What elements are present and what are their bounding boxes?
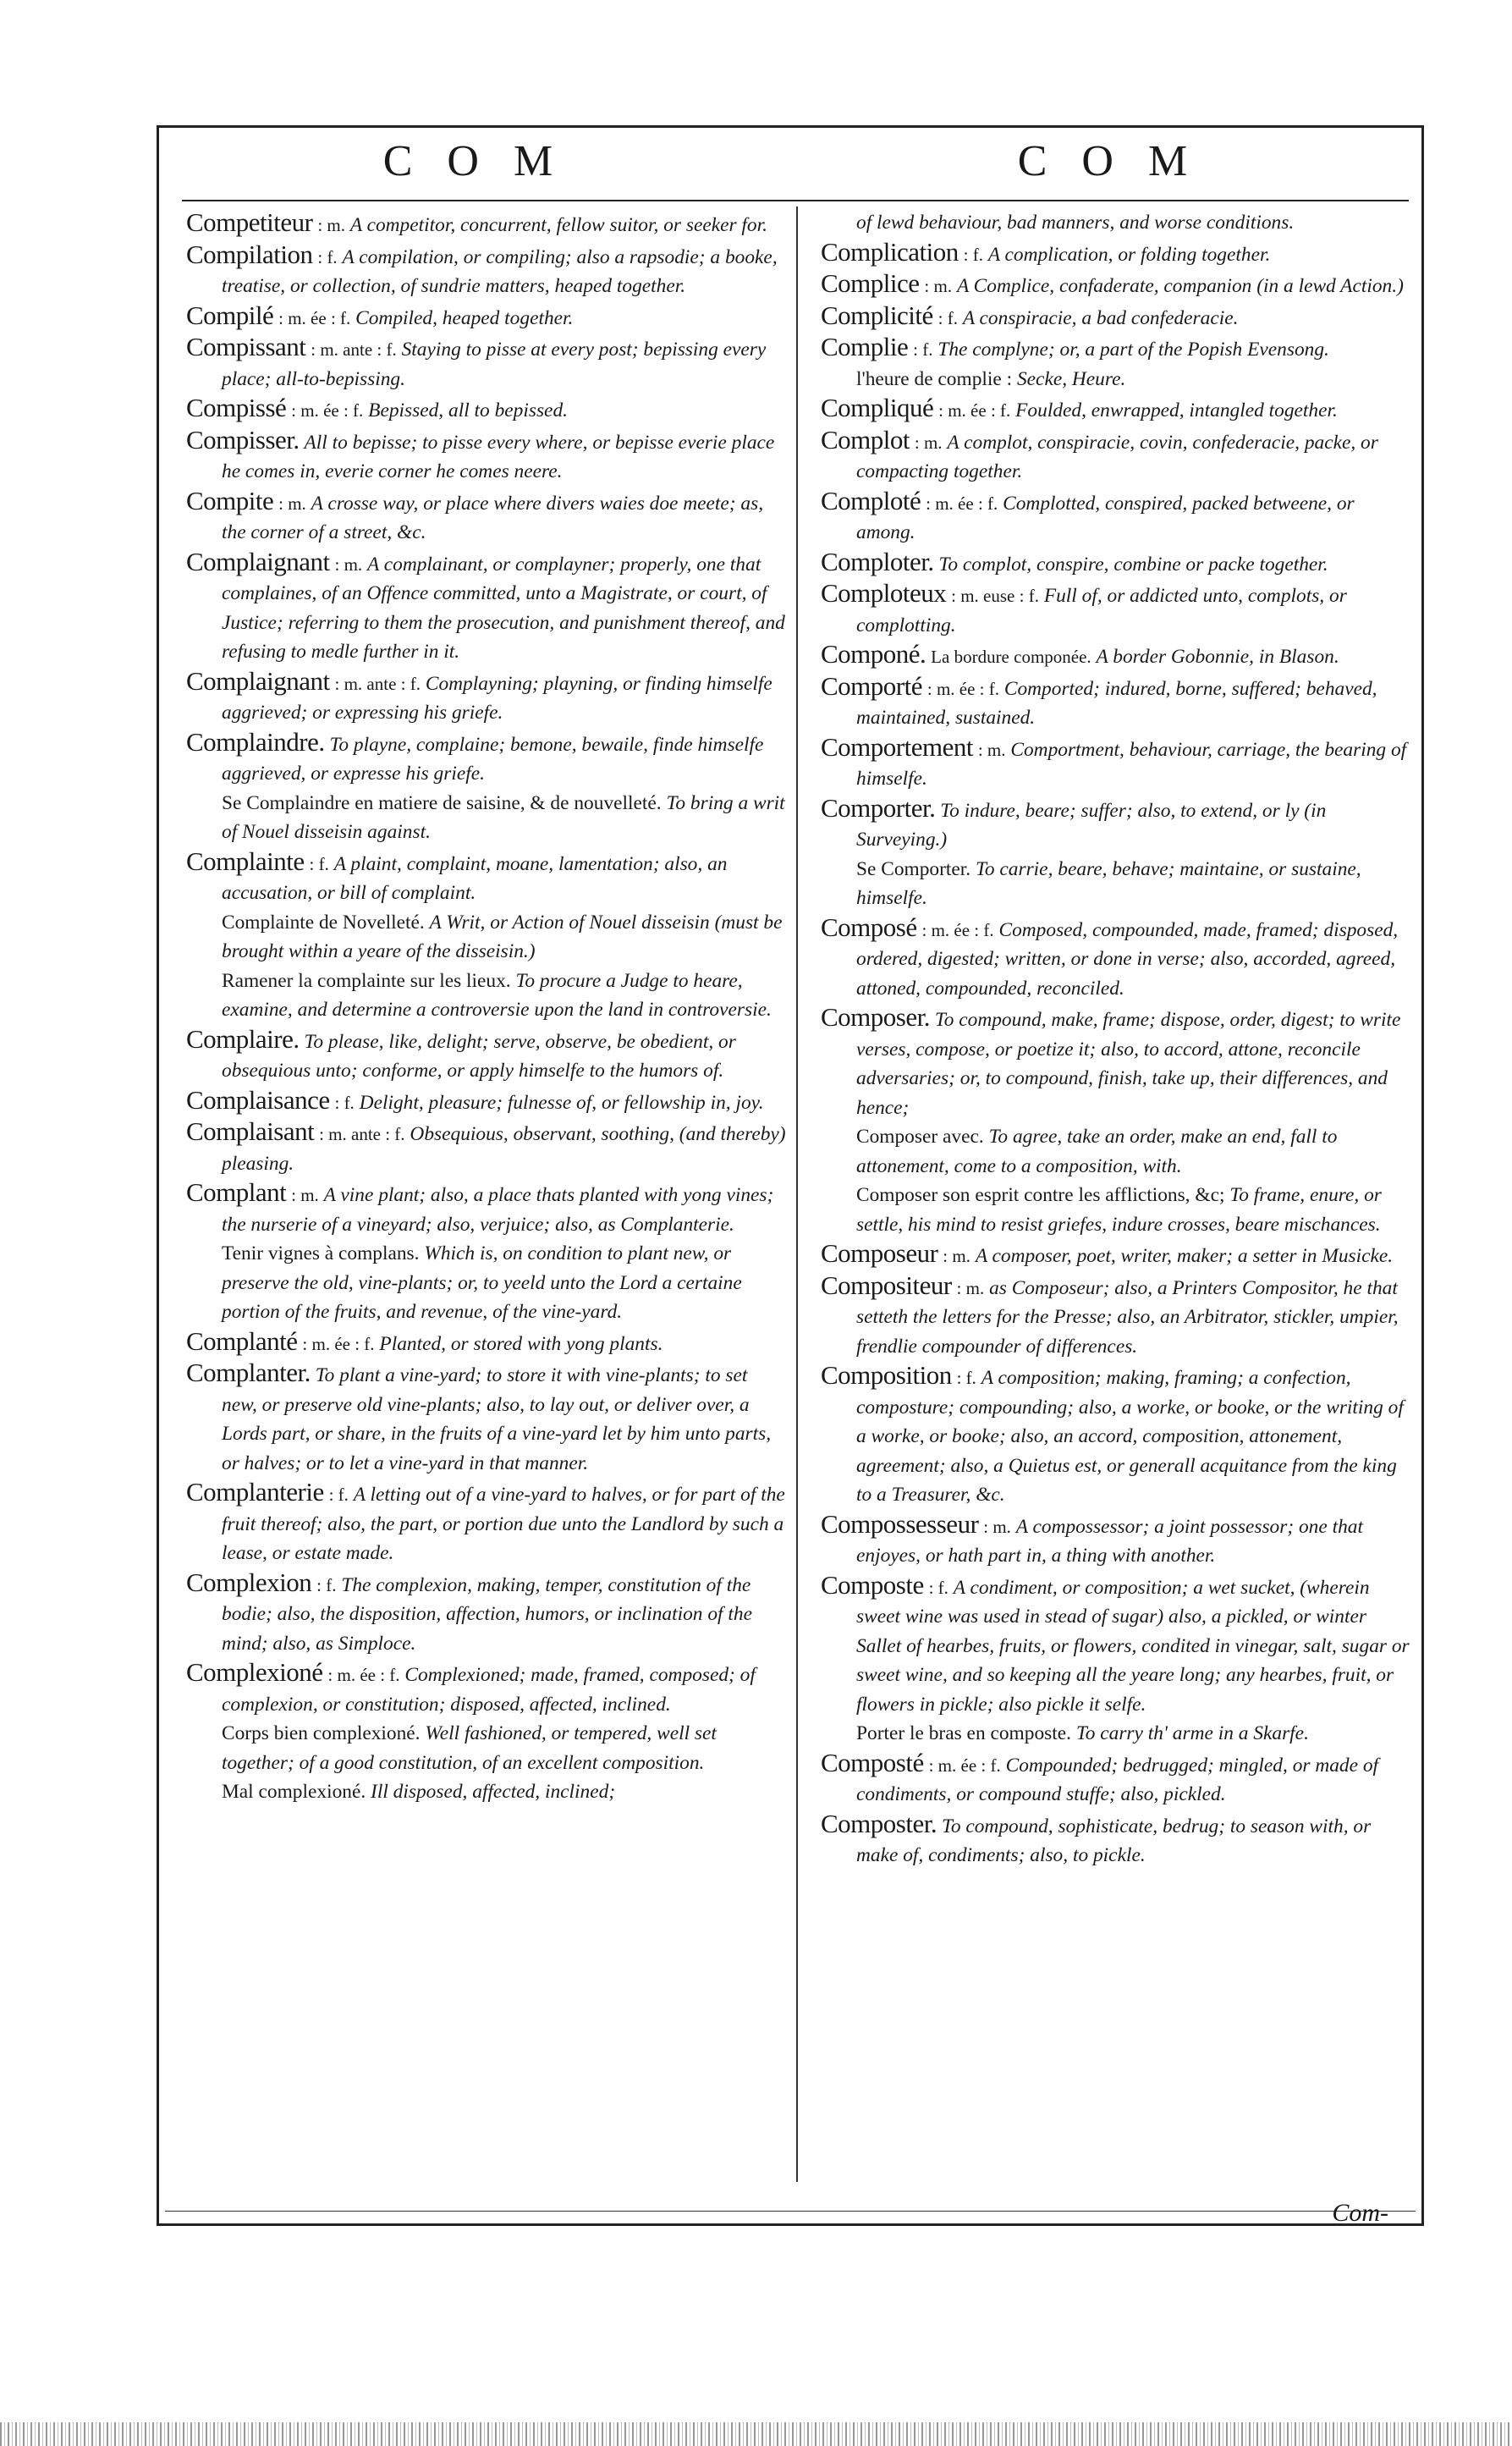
entry-grammar: : f. — [963, 244, 983, 265]
dictionary-entry — [821, 1810, 1415, 1870]
dictionary-entry — [821, 333, 1415, 365]
dictionary-entry — [186, 1178, 787, 1239]
entry-grammar: : f. — [956, 1368, 976, 1388]
entry-headword: Complice — [821, 268, 920, 298]
dictionary-entry — [186, 426, 787, 487]
entry-grammar: : m. — [334, 554, 363, 575]
entry-headword: Compite — [186, 485, 274, 515]
entry-definition: Complexioned; made, framed, composed; of complexion, or constitution; disposed, affected, inclined. — [222, 1664, 756, 1716]
entry-headword: Complicité — [821, 300, 933, 330]
entry-grammar: : m. — [983, 1516, 1011, 1537]
entry-headword: Complie — [821, 332, 909, 361]
entry-definition: A complication, or folding together. — [987, 243, 1271, 266]
entry-definition: To complot, conspire, combine or packe together. — [938, 553, 1328, 576]
entry-grammar: : f. — [317, 246, 338, 267]
sub-entry — [821, 1181, 1415, 1239]
dictionary-entry — [821, 1749, 1415, 1810]
dictionary-entry — [186, 728, 787, 789]
sub-entry — [186, 1719, 787, 1777]
entry-grammar: : m. — [943, 1246, 970, 1266]
entry-grammar: : m. ante : f. — [319, 1124, 405, 1144]
entry-headword: Composeur — [821, 1238, 938, 1268]
entry-definition: Which is, on condition to plant new, or preserve the old, vine-plants; or, to yeeld unto the Lord a certaine portion of the fruits, and revenue, of the vine-yard. — [222, 1242, 742, 1323]
entry-definition: Comportment, behaviour, carriage, the bearing of himselfe. — [856, 738, 1407, 790]
sub-entry-phrase: Composer avec. — [856, 1126, 984, 1148]
entry-definition: To bring a writ of Nouel disseisin against. — [222, 791, 785, 843]
entry-definition: Complayning; playning, or finding himselfe aggrieved; or expressing his griefe. — [222, 672, 772, 724]
entry-definition: All to bepisse; to pisse every where, or bepisse everie place he comes in, everie corner he comes neere. — [222, 431, 775, 482]
entry-headword: Complaignant — [186, 665, 330, 696]
dictionary-entry — [186, 847, 787, 908]
entry-definition: Foulded, enwrapped, intangled together. — [1015, 399, 1338, 421]
sub-entry-phrase: Se Complaindre en matiere de saisine, & de nouvelleté. — [222, 791, 662, 814]
dictionary-entry — [186, 1478, 787, 1568]
entry-grammar: : m. — [914, 432, 943, 453]
entry-grammar: : m. — [291, 1185, 319, 1205]
dictionary-entry — [186, 487, 787, 548]
sub-entry-phrase: Porter le bras en composte. — [856, 1722, 1071, 1744]
entry-definition: Planted, or stored with yong plants. — [379, 1332, 663, 1355]
dictionary-entry — [821, 1239, 1415, 1271]
entry-grammar: : m. ée : f. — [302, 1333, 375, 1354]
entry-headword: Comporter. — [821, 792, 936, 823]
entry-grammar: : m. — [317, 215, 346, 235]
dictionary-entry — [821, 1271, 1415, 1362]
entry-grammar: : m. ée : f. — [926, 678, 999, 699]
entry-headword: Comploté — [821, 485, 921, 515]
entry-grammar: : f. — [334, 1092, 355, 1113]
entry-definition: A complainant, or complayner; properly, one that complaines, of an Offence committed, unto a Magistrate, or court, of Justice; referring to them the prosecution, and punishment thereof, and refusing to medle further in it. — [222, 553, 785, 663]
entry-grammar: : m. ée : f. — [291, 400, 364, 421]
entry-grammar: : m. — [956, 1277, 985, 1298]
entry-definition: Compounded; bedrugged; mingled, or made of condiments, or compound stuffe; also, pickled. — [856, 1754, 1379, 1805]
dictionary-entry — [821, 548, 1415, 580]
entry-definition: Staying to pisse at every post; bepissing every place; all-to-bepissing. — [222, 339, 767, 390]
entry-grammar: : m. — [278, 493, 306, 514]
entry-headword: Complexion — [186, 1567, 312, 1597]
entry-definition: A vine plant; also, a place thats planted with yong vines; the nurserie of a vineyard; also, verjuice; also, as Complanterie. — [222, 1184, 774, 1236]
entry-definition: A crosse way, or place where divers waies doe meete; as, the corner of a street, &c. — [222, 492, 764, 543]
entry-headword: Compissant — [186, 332, 306, 361]
sub-entry-phrase: Corps bien complexioné. — [222, 1722, 421, 1744]
entry-grammar: : f. — [928, 1577, 948, 1598]
entry-definition: A border Gobonnie, in Blason. — [1096, 646, 1339, 668]
right-column — [821, 208, 1415, 1870]
entry-definition: A Complice, confaderate, companion (in a lewd Action.) — [956, 275, 1404, 297]
entry-definition: The complexion, making, temper, constitution of the bodie; also, the disposition, affection, humors, or inclination of the mind; also, as Simploce. — [222, 1573, 752, 1655]
dictionary-entry — [821, 394, 1415, 426]
entry-headword: Compilé — [186, 300, 274, 330]
dictionary-entry — [821, 1003, 1415, 1122]
entry-headword: Compositeur — [821, 1270, 952, 1300]
sub-entry-phrase: Composer son esprit contre les afflictions, &c; — [856, 1184, 1225, 1206]
entry-headword: Complaignant — [186, 546, 330, 576]
entry-definition: Full of, or addicted unto, complots, or complotting. — [856, 585, 1347, 636]
entry-definition: A composer, poet, writer, maker; a setter in Musicke. — [975, 1245, 1394, 1267]
entry-headword: Complaisance — [186, 1084, 330, 1115]
entry-grammar: : m. ée : f. — [327, 1665, 400, 1685]
entry-definition: To compound, make, frame; dispose, order, digest; to write verses, compose, or poetize it; also, to accord, attone, reconcile adversaries; or, to compound, finish, take up, their differences, and hence; — [856, 1009, 1401, 1119]
entry-definition: A condiment, or composition; a wet sucket, (wherein sweet wine was used in stead of sugar) also, a pickled, or winter Sallet of hearbes, fruits, or flowers, condited in vinegar, salt, sugar or sweet wine, and so keeping all the yeare long; any hearbes, fruit, or flowers in pickle; also pickle it selfe. — [856, 1576, 1410, 1716]
entry-headword: Compossesseur — [821, 1508, 979, 1539]
entry-headword: Complot — [821, 424, 910, 454]
entry-definition: To playne, complaine; bemone, bewaile, finde himselfe aggrieved, or expresse his griefe. — [222, 733, 764, 785]
header-rule — [182, 200, 1409, 201]
dictionary-entry — [821, 301, 1415, 333]
sub-entry-phrase: Se Comporter. — [856, 857, 971, 880]
entry-headword: Composter. — [821, 1808, 937, 1838]
entry-grammar: : m. ante : f. — [334, 673, 421, 694]
entry-definition: Secke, Heure. — [1016, 367, 1126, 390]
entry-headword: Comportement — [821, 731, 973, 762]
dictionary-entry — [186, 1025, 787, 1086]
running-head-right: C O M — [1017, 137, 1200, 185]
entry-headword: Complant — [186, 1177, 287, 1207]
entry-definition: Well fashioned, or tempered, well set together; of a good constitution, of an excellent composition. — [222, 1722, 717, 1774]
entry-grammar: : f. — [328, 1485, 349, 1505]
sub-entry — [186, 908, 787, 967]
entry-headword: Composé — [821, 912, 917, 942]
dictionary-entry — [821, 238, 1415, 270]
entry-headword: Composer. — [821, 1002, 930, 1032]
entry-definition: To compound, sophisticate, bedrug; to season with, or make of, condiments; also, to pickle. — [856, 1815, 1372, 1866]
running-head-left: C O M — [382, 137, 565, 185]
dictionary-entry — [821, 487, 1415, 548]
entry-headword: Complanterie — [186, 1477, 324, 1507]
sub-entry-phrase: Complainte de Novelleté. — [222, 911, 425, 934]
entry-headword: Complainte — [186, 846, 305, 876]
entry-definition: To procure a Judge to heare, examine, and determine a controversie upon the land in controversie. — [222, 969, 772, 1021]
entry-grammar: : f. — [913, 339, 933, 360]
sub-entry — [821, 855, 1415, 913]
entry-headword: Comploteux — [821, 578, 947, 608]
dictionary-entry — [821, 913, 1415, 1004]
entry-grammar: La bordure componée. — [931, 647, 1091, 667]
entry-grammar: : f. — [309, 853, 329, 874]
entry-definition: Ill disposed, affected, inclined; — [371, 1781, 616, 1803]
entry-headword: Componé. — [821, 639, 926, 669]
entry-headword: Complexioné — [186, 1657, 323, 1687]
dictionary-entry — [186, 667, 787, 728]
entry-grammar: : m. ée : f. — [938, 400, 1011, 421]
entry-definition: A letting out of a vine-yard to halves, or for part of the fruit thereof; also, the part, or portion due unto the Landlord by such a lease, or estate made. — [222, 1484, 785, 1564]
entry-headword: Comporté — [821, 670, 922, 701]
sub-entry — [821, 1122, 1415, 1181]
sub-entry — [821, 1719, 1415, 1749]
entry-headword: Complanter. — [186, 1358, 311, 1387]
entry-definition: To carry th' arme in a Skarfe. — [1075, 1722, 1309, 1744]
entry-grammar: : m. ée : f. — [926, 493, 998, 514]
dictionary-entry — [186, 333, 787, 394]
entry-headword: Complaisant — [186, 1116, 315, 1146]
entry-definition: A competitor, concurrent, fellow suitor, or seeker for. — [349, 214, 767, 236]
entry-grammar: : m. ée : f. — [921, 919, 994, 940]
dictionary-entry — [821, 640, 1415, 672]
sub-entry-phrase: Tenir vignes à complans. — [222, 1242, 420, 1264]
dictionary-entry — [186, 1658, 787, 1719]
entry-definition: Composed, compounded, made, framed; disposed, ordered, digested; written, or done in verse; also, accorded, agreed, attoned, compounded, reconciled. — [856, 918, 1399, 1000]
entry-headword: Complanté — [186, 1325, 298, 1356]
entry-headword: Complaire. — [186, 1023, 300, 1054]
entry-headword: Comploter. — [821, 546, 934, 576]
entry-definition: A complot, conspiracie, covin, confederacie, packe, or compacting together. — [856, 431, 1378, 482]
entry-grammar: : m. ante : f. — [311, 339, 397, 360]
entry-definition: Bepissed, all to bepissed. — [368, 399, 568, 421]
entry-definition: To plant a vine-yard; to store it with vine-plants; to set new, or preserve old vine-plants; also, to lay out, or deliver over, a Lords part, or share, in the fruits of a vine-yard let by him unto parts, or halves; or to let a vine-yard in that manner. — [222, 1364, 772, 1474]
entry-headword: Compilation — [186, 239, 313, 269]
dictionary-entry — [186, 1358, 787, 1478]
entry-grammar: : m. euse : f. — [951, 586, 1039, 606]
entry-headword: Compissé — [186, 393, 287, 422]
sub-entry-phrase: Mal complexioné. — [222, 1781, 366, 1803]
sub-entry — [821, 365, 1415, 394]
dictionary-entry — [821, 269, 1415, 301]
sub-entry-phrase: Ramener la complainte sur les lieux. — [222, 969, 511, 992]
entry-grammar: : f. — [937, 307, 958, 328]
entry-definition: Compiled, heaped together. — [355, 306, 574, 329]
entry-headword: Compliqué — [821, 393, 934, 422]
entry-headword: Complication — [821, 236, 959, 267]
dictionary-entry — [186, 208, 787, 240]
entry-definition: The complyne; or, a part of the Popish Evensong. — [937, 339, 1329, 361]
entry-definition: Obsequious, observant, soothing, (and thereby) pleasing. — [222, 1123, 786, 1175]
entry-definition: A plaint, complaint, moane, lamentation; also, an accusation, or bill of complaint. — [222, 852, 728, 904]
entry-definition: A Writ, or Action of Nouel disseisin (must be brought within a yeare of the disseisin.) — [222, 911, 783, 962]
dictionary-entry — [186, 240, 787, 301]
sub-entry — [186, 1239, 787, 1327]
entry-definition: Comported; indured, borne, suffered; behaved, maintained, sustained. — [856, 677, 1377, 729]
entry-grammar: : m. ée : f. — [928, 1755, 1001, 1776]
dictionary-entry — [821, 1571, 1415, 1720]
dictionary-entry — [186, 1327, 787, 1359]
sub-entry-phrase: l'heure de complie : — [856, 367, 1013, 390]
entry-grammar: : m. — [977, 739, 1006, 760]
entry-headword: Competiteur — [186, 207, 313, 237]
scan-edge-strip — [0, 2422, 1512, 2446]
dictionary-entry — [821, 426, 1415, 487]
entry-definition: To please, like, delight; serve, observe, be obedient, or obsequious unto; conforme, or apply himselfe to the humors of. — [222, 1030, 736, 1082]
dictionary-entry — [821, 794, 1415, 855]
left-column — [186, 208, 787, 1807]
entry-definition: as Composeur; also, a Printers Compositor, he that setteth the letters for the Presse; also, an Arbitrator, stickler, umpier, frendlie compounder of differences. — [856, 1276, 1399, 1358]
entry-grammar: : m. ée : f. — [278, 307, 351, 328]
bottom-rule — [165, 2211, 1416, 2212]
entry-definition: Complotted, conspired, packed betweene, or among. — [856, 492, 1355, 543]
dictionary-entry — [186, 301, 787, 333]
dictionary-entry — [186, 394, 787, 426]
entry-grammar: : f. — [316, 1574, 337, 1595]
entry-definition: A conspiracie, a bad confederacie. — [962, 306, 1239, 329]
entry-definition: A compilation, or compiling; also a rapsodie; a booke, treatise, or collection, of sundrie matters, heaped together. — [222, 245, 778, 297]
entry-definition: To carrie, beare, behave; maintaine, or sustaine, himselfe. — [856, 857, 1361, 909]
entry-definition: Delight, pleasure; fulnesse of, or fellowship in, joy. — [359, 1091, 764, 1114]
dictionary-entry — [186, 548, 787, 667]
entry-headword: Complaindre. — [186, 726, 325, 757]
entry-headword: Composte — [821, 1569, 924, 1600]
dictionary-entry — [821, 579, 1415, 640]
dictionary-entry — [186, 1117, 787, 1178]
dictionary-entry — [821, 1510, 1415, 1571]
entry-headword: Compisser. — [186, 424, 300, 454]
entry-definition: To agree, take an order, make an end, fall to attonement, come to a composition, with. — [856, 1126, 1338, 1177]
column-divider — [796, 207, 798, 2182]
entry-definition: A compossessor; a joint possessor; one that enjoyes, or hath part in, a thing with another. — [856, 1515, 1363, 1567]
entry-headword: Composition — [821, 1360, 952, 1390]
dictionary-entry — [186, 1568, 787, 1659]
dictionary-entry — [821, 672, 1415, 733]
entry-grammar: : m. — [924, 276, 953, 296]
sub-entry — [186, 967, 787, 1025]
entry-headword: Composté — [821, 1747, 924, 1777]
dictionary-entry — [186, 1086, 787, 1118]
entry-definition: of lewd behaviour, bad manners, and worse conditions. — [856, 212, 1295, 234]
dictionary-entry — [821, 733, 1415, 794]
catchword: Com- — [1332, 2199, 1388, 2227]
entry-definition: To frame, enure, or settle, his mind to resist griefes, indure crosses, beare mischances. — [856, 1184, 1382, 1236]
dictionary-entry — [821, 1361, 1415, 1510]
entry-definition: To indure, beare; suffer; also, to extend, or ly (in Surveying.) — [856, 799, 1327, 851]
entry-definition: A composition; making, framing; a confection, composture; compounding; also, a worke, or booke, or the writing of a worke, or booke; also, an accord, composition, attonement, agreement; also, a Quietus est, or generall acquitance from the king to a Treasurer, &c. — [856, 1367, 1404, 1506]
entry-continuation — [821, 208, 1415, 238]
sub-entry — [186, 789, 787, 847]
sub-entry — [186, 1777, 787, 1807]
